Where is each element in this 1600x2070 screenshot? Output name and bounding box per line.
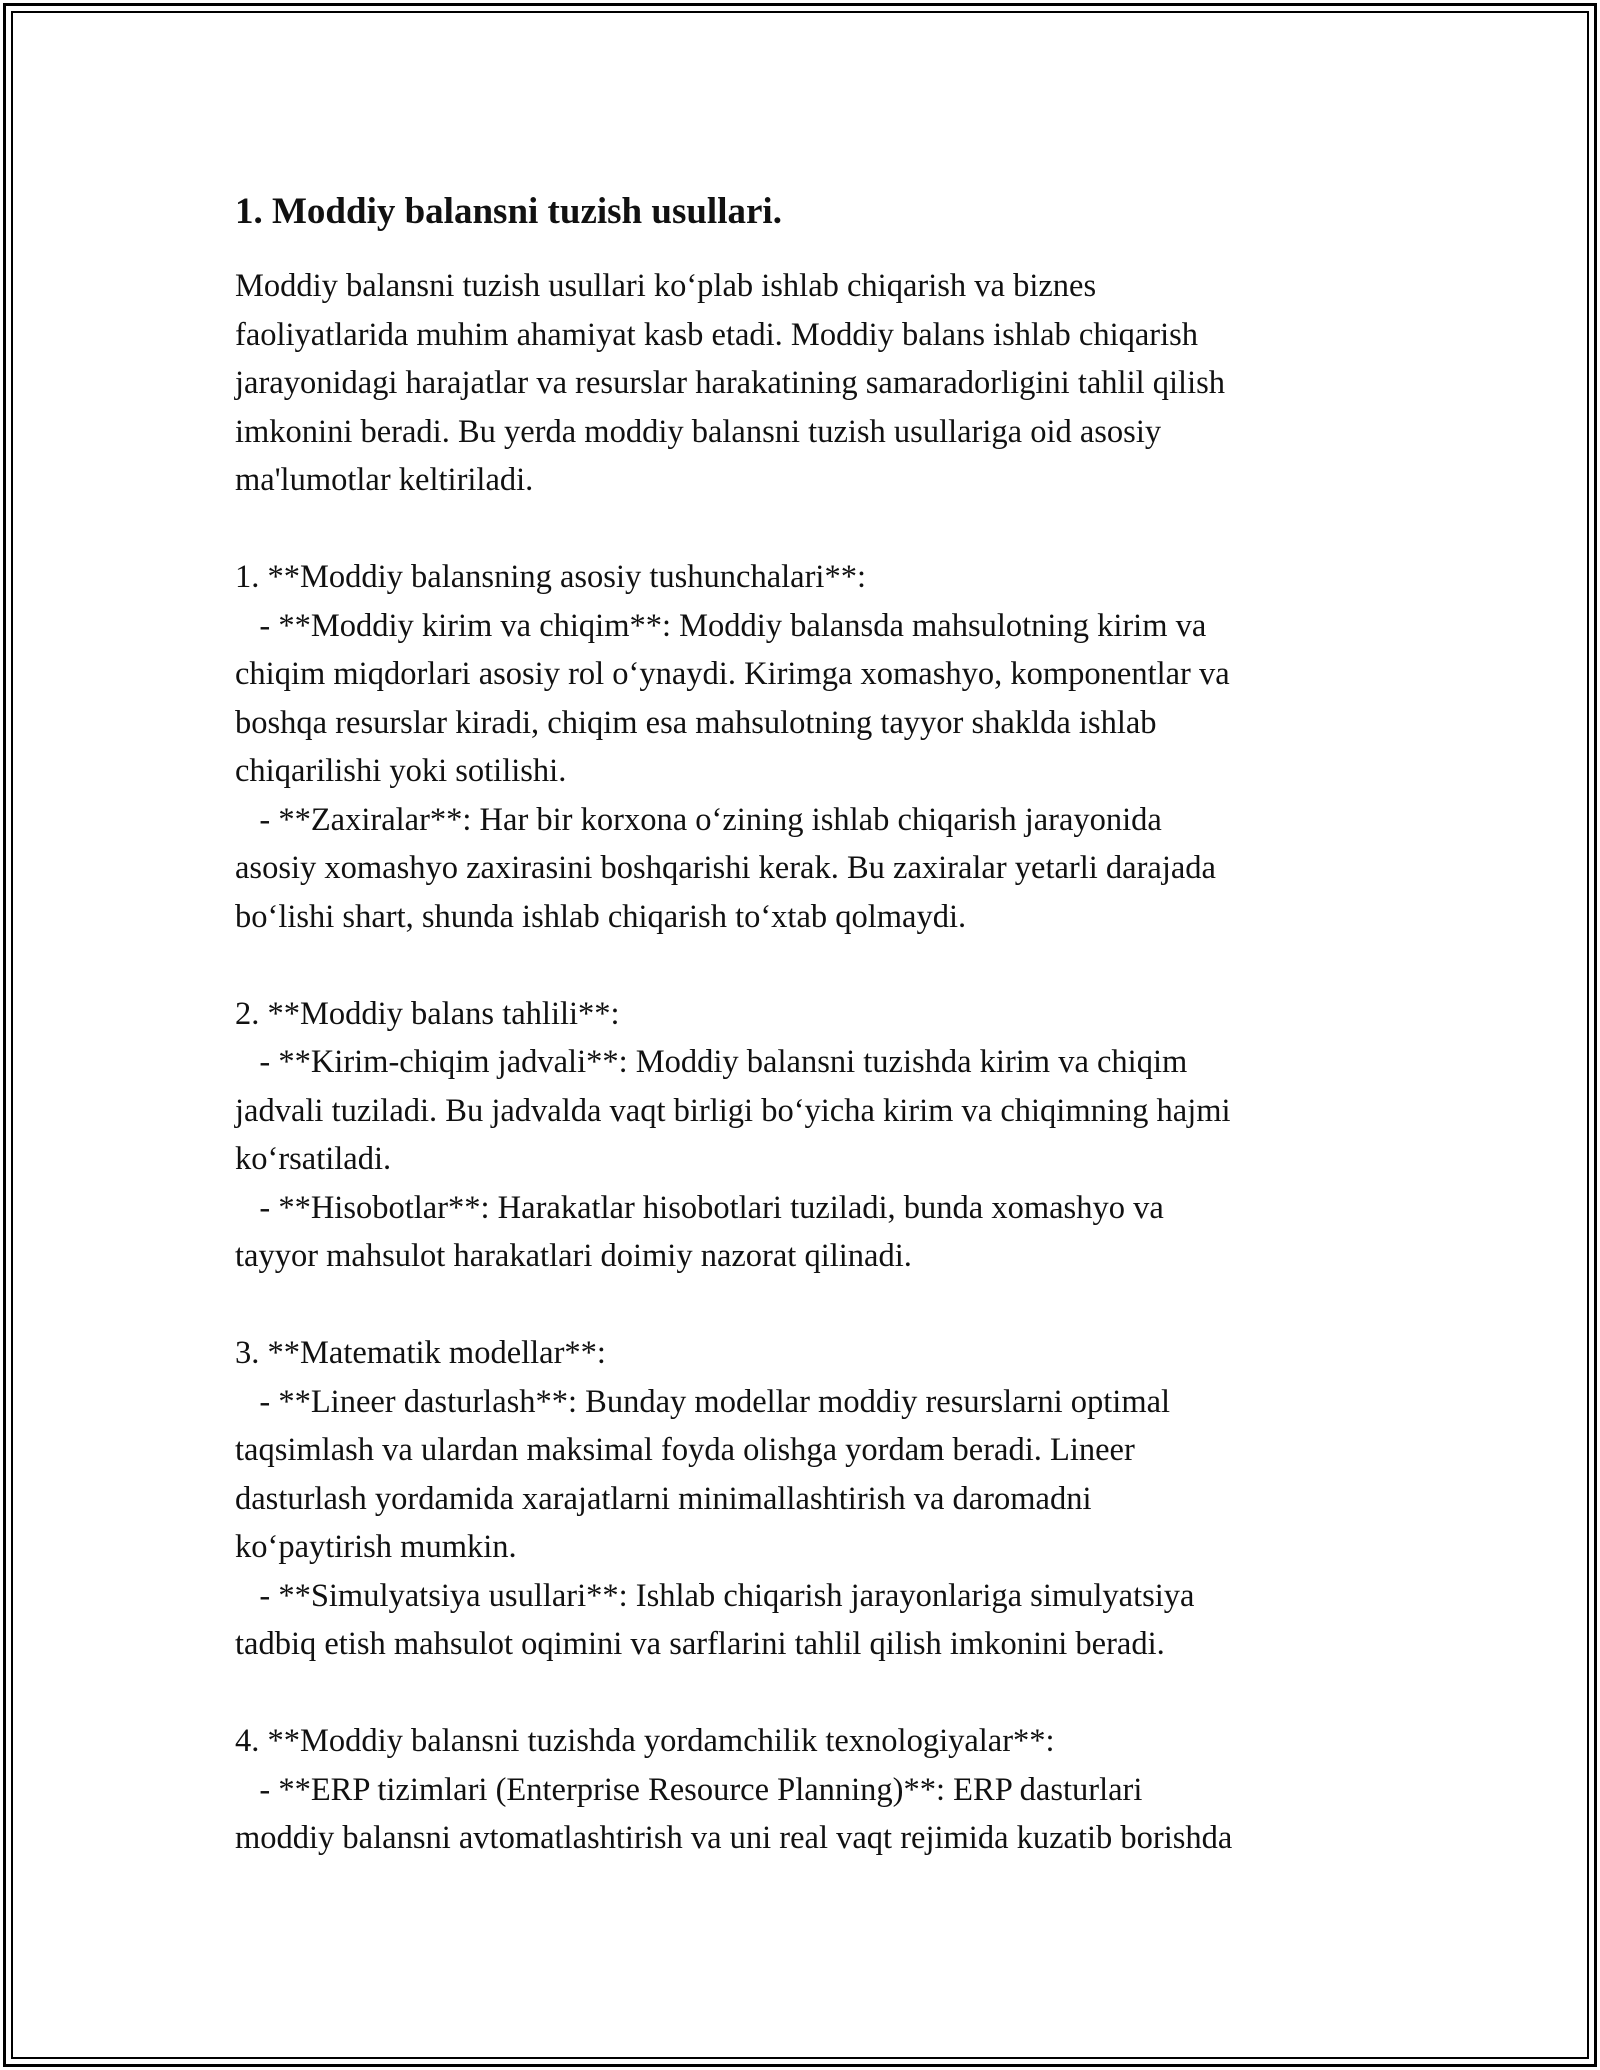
text-line: taqsimlash va ulardan maksimal foyda olishga yordam beradi. Lineer [235, 1432, 1135, 1468]
text-line: imkonini beradi. Bu yerda moddiy balansni tuzish usullariga oid asosiy [235, 413, 1162, 450]
text-line: ko‘paytirish mumkin. [235, 1529, 517, 1565]
text-line: bo‘lishi shart, shunda ishlab chiqarish to‘xtab qolmaydi. [235, 898, 967, 935]
text-line: boshqa resurslar kiradi, chiqim esa mahsulotning tayyor shaklda ishlab [235, 704, 1157, 741]
text-line: tayyor mahsulot harakatlari doimiy nazorat qilinadi. [235, 1238, 912, 1274]
blank-line [235, 1281, 1375, 1330]
text-line: Moddiy balansni tuzish usullari ko‘plab ishlab chiqarish va biznes [235, 268, 1097, 304]
blank-line [235, 1669, 1375, 1718]
text-line: tadbiq etish mahsulot oqimini va sarflarini tahlil qilish imkonini beradi. [235, 1626, 1165, 1662]
text-line: ma'lumotlar keltiriladi. [235, 462, 534, 498]
text-line: chiqim miqdorlari asosiy rol o‘ynaydi. Kirimga xomashyo, komponentlar va [235, 656, 1230, 692]
text-line: moddiy balansni avtomatlashtirish va uni real vaqt rejimida kuzatib borishda [235, 1820, 1233, 1856]
text-line: - **Kirim-chiqim jadvali**: Moddiy balansni tuzishda kirim va chiqim [235, 1044, 1188, 1080]
text-line: 1. **Moddiy balansning asosiy tushunchalari**: [235, 559, 866, 595]
text-line: - **Simulyatsiya usullari**: Ishlab chiqarish jarayonlariga simulyatsiya [235, 1577, 1195, 1614]
blank-line [235, 941, 1375, 990]
text-line: - **Moddiy kirim va chiqim**: Moddiy balansda mahsulotning kirim va [235, 607, 1207, 644]
text-line: - **Lineer dasturlash**: Bunday modellar moddiy resurslarni optimal [235, 1383, 1171, 1420]
text-line: asosiy xomashyo zaxirasini boshqarishi kerak. Bu zaxiralar yetarli darajada [235, 850, 1216, 886]
document-body [235, 188, 1375, 1863]
blank-line [235, 505, 1375, 554]
body-text [235, 262, 1375, 1863]
text-line: 4. **Moddiy balansni tuzishda yordamchilik texnologiyalar**: [235, 1723, 1055, 1759]
text-line: - **Zaxiralar**: Har bir korxona o‘zining ishlab chiqarish jarayonida [235, 801, 1162, 838]
text-line: - **Hisobotlar**: Harakatlar hisobotlari tuziladi, bunda xomashyo va [235, 1189, 1164, 1226]
text-line: faoliyatlarida muhim ahamiyat kasb etadi. Moddiy balans ishlab chiqarish [235, 316, 1199, 353]
text-line: dasturlash yordamida xarajatlarni minimallashtirish va daromadni [235, 1480, 1092, 1517]
text-line: jadvali tuziladi. Bu jadvalda vaqt birligi bo‘yicha kirim va chiqimning hajmi [235, 1092, 1231, 1129]
text-line: chiqarilishi yoki sotilishi. [235, 753, 567, 789]
text-line: 3. **Matematik modellar**: [235, 1335, 606, 1371]
text-line: - **ERP tizimlari (Enterprise Resource Planning)**: ERP dasturlari [235, 1771, 1143, 1808]
text-line: jarayonidagi harajatlar va resurslar harakatining samaradorligini tahlil qilish [235, 365, 1225, 401]
text-line: 2. **Moddiy balans tahlili**: [235, 995, 620, 1032]
section-heading: 1. Moddiy balansni tuzish usullari. [235, 191, 782, 232]
text-line: ko‘rsatiladi. [235, 1141, 392, 1177]
